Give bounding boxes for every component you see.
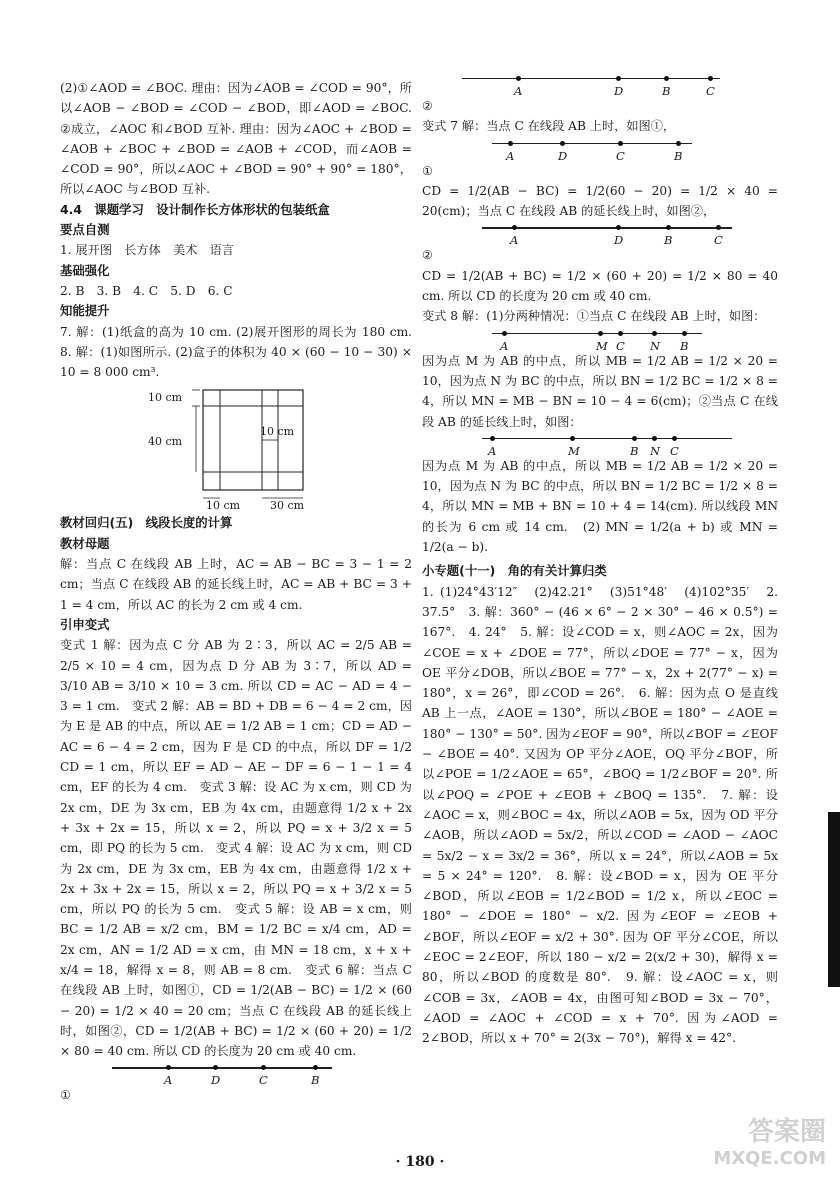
point-label: C [616,148,625,163]
dim-label: 10 cm [260,425,295,439]
answer-paragraph: 因为点 M 为 AB 的中点，所以 MB = 1/2 AB = 1/2 × 20 = 10，因为点 N 为 BC 的中点，所以 BN = 1/2 BC = 1/2 × 8 = 4，所以 MN = MB + BN = 10 + 4 = 14(cm). 所以线段 MN 的长为 6 cm 或 14 cm. (2) MN = 1/2(a + b) 或 MN = 1/2(a − b). [422,458,778,555]
subheading: 要点自测 [60,222,110,238]
section-heading: 4.4 课题学习 设计制作长方体形状的包装纸盒 [60,201,330,217]
point-label: N [650,443,661,458]
answer-paragraph: 变式 7 解：当点 C 在线段 AB 上时，如图①， [422,119,676,134]
point-label: D [558,148,568,163]
dim-label: 10 cm [148,391,183,405]
answer-paragraph: 1. 展开图 长方体 美术 语言 [60,243,234,258]
answer-paragraph: 2. B 3. B 4. C 5. D 6. C [60,283,233,298]
point-label: M [596,338,608,353]
answer-paragraph: 7. 解：(1)纸盒的高为 10 cm. (2)展开图形的周长为 180 cm. 8. 解：(1)如图所示. (2)盒子的体积为 40 × (60 − 10 − 30) × 10 = 8 000 cm³. [60,324,425,380]
point-label: C [714,233,723,248]
subheading: 基础强化 [60,262,110,278]
figure-number: ② [422,99,433,113]
subheading: 引申变式 [60,616,110,632]
point-label: D [614,84,624,98]
point-label: A [514,84,523,98]
point-label: M [568,443,580,458]
segment-diagram-b8-2 [422,432,778,456]
box-net-diagram [110,386,350,511]
section-heading: 教材回归(五) 线段长度的计算 [60,515,233,531]
segment-diagram-b8-1 [422,327,778,351]
point-label: A [488,443,497,458]
point-label: C [616,338,625,353]
segment-diagram-top [422,72,778,96]
answer-paragraph: CD = 1/2(AB + BC) = 1/2 × (60 + 20) = 1/2 × 80 = 40 cm. 所以 CD 的长度为 20 cm 或 40 cm. [422,268,778,304]
point-label: D [211,1073,221,1088]
answer-paragraph: 变式 8 解：(1)分两种情况：①当点 C 在线段 AB 上时，如图： [422,309,766,324]
point-label: A [500,338,509,353]
answer-paragraph: 解：当点 C 在线段 AB 上时，AC = AB − BC = 3 − 1 = 2 cm；当点 C 在线段 AB 的延长线上时，AC = AB + BC = 3 + 1 = 4 cm，所以 AC 的长为 2 cm 或 4 cm. [60,557,412,612]
figure-number: ② [422,248,433,263]
point-label: B [311,1073,320,1088]
answer-paragraph: CD = 1/2(AB − BC) = 1/2(60 − 20) = 1/2 × 40 = 20(cm)；当点 C 在线段 AB 的延长线上时，如图②， [422,183,778,219]
answer-paragraph: 1. (1)24°43′12″ (2)42.21° (3)51°48′ (4)102°35′ 2. 37.5° 3. 解：360° − (46 × 6° − 2 × 30° − 46 × 0.5°) = 167°. 4. 24° 5. 解：设∠COD = x，则∠AOC = 2x，因为∠COE = x + ∠DOE = 77°，所以∠DOE = 77° − x，因为 OE 平分∠DOB，所以∠BOE = 77° − x，2x + 2(77° − x) = 180°，x = 26°，即∠COD = 26°. 6. 解：因为点 O 是直线 AB 上一点，∠AOE = 130°，所以∠BOE = 180° − ∠AOE = 180° − 130° = 50°. 因为∠EOF = 90°，所以∠BOF = ∠EOF − ∠BOE = 40°. 又因为 OP 平分∠AOE，OQ 平分∠BOF，所以∠POE = 1/2∠AOE = 65°，∠BOQ = 1/2∠BOF = 20°. 所以∠POQ = ∠POE + ∠EOB + ∠BOQ = 135°. 7. 解：设∠AOC = x，则∠BOC = 4x，所以∠AOB = 5x，因为 OD 平分∠AOB，所以∠AOD = 5x/2，所以∠COD = ∠AOD − ∠AOC = 5x/2 − x = 3x/2 = 36°，所以 x = 24°，所以∠AOB = 5x = 5 × 24° = 120°. 8. 解：设∠BOD = x，因为 OE 平分∠BOD，所以∠EOB = 1/2∠BOD = 1/2 x，所以∠EOC = 180° − ∠DOE = 180° − x/2. 因为∠EOF = ∠EOB + ∠BOF，所以∠EOF = x/2 + 30°. 因为 OF 平分∠COE，所以∠EOC = 2∠EOF，所以 180 − x/2 = 2(x/2 + 30)，解得 x = 80，所以∠BOD 的度数是 80°. 9. 解：设∠AOC = x，则∠COB = 3x，∠AOB = 4x，由图可知∠BOD = 3x − 70°，∠AOD = ∠AOC + ∠COD = x + 70°. 因为∠AOD = 2∠BOD，所以 x + 70° = 2(3x − 70°)，解得 x = 42°. [422,584,778,1046]
watermark-url: MXQE.COM [713,1148,826,1169]
chapter-edge-tab [828,812,840,987]
point-label: N [650,338,661,353]
answer-paragraph: (2)①∠AOD = ∠BOC. 理由：因为∠AOB = ∠COD = 90°，所以∠AOB − ∠BOD = ∠COD − ∠BOD，即∠AOD = ∠BOC. ②成立，∠AOC 和∠BOD 互补. 理由：因为∠AOC + ∠BOD = ∠AOB + ∠BOC + ∠BOD = ∠AOB + ∠COD，而∠AOB = ∠COD = 90°，所以∠AOC + ∠BOD = 90° + 90° = 180°，所以∠AOC 与∠BOD 互补. [60,81,412,197]
point-label: A [510,233,519,248]
point-label: C [706,84,715,98]
subheading: 教材母题 [60,535,110,551]
point-label: B [680,338,689,353]
point-label: C [670,443,679,458]
answer-paragraph: 因为点 M 为 AB 的中点，所以 MB = 1/2 AB = 1/2 × 20 = 10，因为点 N 为 BC 的中点，所以 BN = 1/2 BC = 1/2 × 8 = 4，所以 MN = MB − BN = 10 − 4 = 6(cm)；②当点 C 在线段 AB 的延长线上时，如图： [422,353,778,429]
point-label: C [259,1073,268,1088]
answer-paragraph: 变式 1 解：因为点 C 分 AB 为 2∶3，所以 AC = 2/5 AB = 2/5 × 10 = 4 cm，因为点 D 分 AB 为 3∶7，所以 AD = 3/10 AB = 3/10 × 10 = 3 cm. 所以 CD = AC − AD = 4 − 3 = 1 cm. 变式 2 解：AB = BD + DB = 6 − 4 = 2 cm，因为 E 是 AB 的中点，所以 AE = 1/2 AB = 1 cm；CD = AD − AC = 6 − 4 = 2 cm，因为 F 是 CD 的中点，所以 DF = 1/2 CD = 1 cm，所以 EF = AD − AE − DF = 6 − 1 − 1 = 4 cm，EF 的长为 4 cm. 变式 3 解：设 AC 为 x cm，则 CD 为 2x cm，DE 为 3x cm，EB 为 4x cm，由题意得 1/2 x + 2x + 3x + 2x = 15，所以 x = 2，所以 PQ = x + 3/2 x = 5 cm，即 PQ 的长为 5 cm. 变式 4 解：设 AC 为 x cm，则 CD 为 2x cm，DE 为 3x cm，EB 为 4x cm，由题意得 1/2 x + 2x + 3x + 2x = 15，所以 x = 2，所以 PQ = x + 3/2 x = 5 cm，所以 PQ 的长为 5 cm. 变式 5 解：设 AB = x cm，则 BC = 1/2 AB = x/2 cm，BM = 1/2 BC = x/4 cm，AD = 2x cm，AN = 1/2 AD = x cm，由 MN = 18 cm，x + x + x/4 = 18，解得 x = 8，则 AB = 8 cm. 变式 6 解：当点 C 在线段 AB 上时，如图①，CD = 1/2(AB − BC) = 1/2 × (60 − 20) = 1/2 × 40 = 20 cm；当点 C 在线段 AB 的延长线上时，如图②，CD = 1/2(AB + BC) = 1/2 × (60 + 20) = 1/2 × 80 = 40 cm. 所以 CD 的长度为 20 cm 或 40 cm. [60,638,412,1059]
left-column [60,78,425,1106]
box-net-figure [110,386,350,511]
point-label: B [674,148,683,163]
point-label: A [164,1073,173,1088]
point-label: B [630,443,639,458]
point-label: B [662,84,671,98]
dim-label: 10 cm [206,499,241,513]
segment-diagram-b7-2 [422,221,778,248]
segment-diagram-b7-1 [422,137,778,161]
page-number: · 180 · [395,1154,445,1170]
point-label: D [614,233,624,248]
watermark-logo: 答案圈 [747,1117,826,1147]
figure-number: ① [60,1088,71,1103]
segment-diagram-1 [60,1061,412,1088]
point-label: B [664,233,673,248]
point-label: A [506,148,515,163]
figure-number: ① [422,163,433,178]
right-column [422,78,778,1048]
dim-label: 30 cm [270,499,305,513]
subheading: 知能提升 [60,303,110,319]
section-heading: 小专题(十一) 角的有关计算归类 [422,563,607,579]
dim-label: 40 cm [148,435,183,449]
